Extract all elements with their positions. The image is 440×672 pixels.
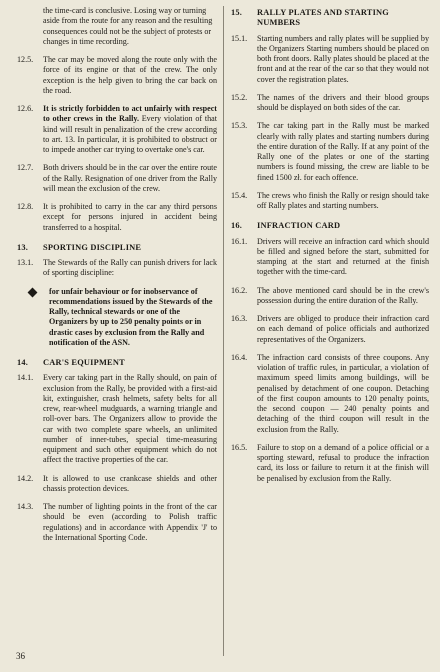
- paragraph-text: It is allowed to use crankcase shields and other chassis protection devices.: [43, 473, 217, 493]
- paragraph-12-8: [17, 202, 217, 233]
- section-heading-14: [17, 358, 217, 368]
- section-number: 16.: [231, 221, 243, 231]
- paragraph-15-4: [231, 191, 429, 212]
- paragraph-number: 16.1.: [231, 236, 248, 246]
- paragraph-number: 12.8.: [17, 202, 34, 211]
- paragraph-number: 13.1.: [17, 258, 34, 267]
- section-title: RALLY PLATES AND STARTING NUMBERS: [257, 8, 389, 28]
- paragraph-number: 15.4.: [231, 190, 248, 200]
- paragraph-12-6: [17, 104, 217, 155]
- paragraph-text: Every car taking part in the Rally should, on pain of exclusion from the Rally, be provided with a first-aid kit, extinguisher, crash helmets, safety belts for all crew, rear-wheel mudguards, a warning triangle and roll-over bars. The Organizers allow to provide the car with two complete spare wheels, an unlimited number of inner-tubes, special time-measuring equipment and such other equipment which do not affect the tractive properties of the car.: [43, 373, 217, 465]
- paragraph-text: Drivers will receive an infraction card which should be filled and signed before the start, submitted for stamping at the start and returned at the finish together with the time-card.: [257, 236, 429, 277]
- paragraph-bold-text: It is strictly forbidden to act unfairly with respect to other crews in the Rally.: [43, 104, 217, 124]
- paragraph-number: 16.5.: [231, 442, 248, 452]
- paragraph-text: The above mentioned card should be in the crew's possession during the entire duration of the Rally.: [257, 285, 429, 305]
- paragraph-text: The car may be moved along the route only with the force of its engine or that of the crew. The only exception is the help given to bring the car back on the road.: [43, 55, 217, 95]
- paragraph-text: Starting numbers and rally plates will be supplied by the Organizers Starting numbers should be placed on both front doors. Rally plates should be placed at the front and at the rear of the car so that they would not cover the registration plates.: [257, 33, 429, 84]
- paragraph-15-1: [231, 34, 429, 85]
- paragraph-text: It is prohibited to carry in the car any third persons except for persons injured in accident being transferred to a hospital.: [43, 202, 217, 232]
- paragraph-12-4-continued: the time-card is conclusive. Losing way or turning aside from the route for any reason and the resulting consequences could not be the subject of protests or changes in time recording.: [43, 6, 213, 46]
- paragraph-number: 15.1.: [231, 33, 248, 43]
- paragraph-number: 16.3.: [231, 314, 248, 323]
- paragraph-number: 14.1.: [17, 373, 34, 383]
- paragraph-16-1: [231, 237, 429, 278]
- paragraph-16-5: [231, 443, 429, 484]
- paragraph-number: 12.7.: [17, 163, 34, 173]
- section-heading-15: [231, 8, 429, 29]
- paragraph-number: 12.6.: [17, 104, 34, 113]
- paragraph-16-2: [231, 286, 429, 307]
- section-heading-13: [17, 243, 217, 253]
- paragraph-14-1: [17, 373, 217, 465]
- section-number: 15.: [231, 8, 243, 17]
- paragraph-number: 15.3.: [231, 121, 248, 131]
- paragraph-number: 14.2.: [17, 473, 34, 483]
- paragraph-text: The infraction card consists of three coupons. Any violation of traffic rules, in particular, a violation of maximum speed limits among buildings, will be penalised by detachment of one coupon. Detaching of the first coupon amounts to 120 penalty points, the second coupon — 240 penalty points and detaching of the third coupon will result in the exclusion from the Rally.: [257, 352, 429, 434]
- paragraph-13-1: [17, 258, 217, 279]
- paragraph-text: The Stewards of the Rally can punish drivers for lack of sporting discipline:: [43, 258, 217, 278]
- paragraph-14-3: [17, 502, 217, 543]
- paragraph-12-5: [17, 55, 217, 96]
- paragraph-12-7: [17, 163, 217, 194]
- page-number: 36: [16, 651, 25, 661]
- paragraph-16-3: [231, 314, 429, 345]
- paragraph-text: The car taking part in the Rally must be marked clearly with rally plates and starting numbers during the entire duration of the Rally. If at any point of the Rally one of the plates or one of the starting numbers is found missing, the crew are liable to be fined 1500 zł. for each offence.: [257, 121, 429, 182]
- paragraph-text: The number of lighting points in the front of the car should be even (according to Polish traffic regulations) and in accordance with Appendix 'J' to the International Sporting Code.: [43, 502, 217, 542]
- paragraph-15-3: [231, 121, 429, 183]
- paragraph-text: Drivers are obliged to produce their infraction card on each demand of police officials and authorized representatives of the Organizers.: [257, 314, 429, 344]
- section-title: CAR'S EQUIPMENT: [43, 358, 125, 367]
- bullet-item: [29, 287, 217, 349]
- paragraph-text: The names of the drivers and their blood groups should be displayed on both sides of the car.: [257, 92, 429, 112]
- column-divider: [223, 6, 224, 656]
- paragraph-text: The crews who finish the Rally or resign should take off Rally plates and starting numbers.: [257, 190, 429, 210]
- section-number: 14.: [17, 358, 29, 367]
- paragraph-number: 16.2.: [231, 285, 248, 295]
- paragraph-16-4: [231, 353, 429, 435]
- paragraph-number: 14.3.: [17, 502, 34, 511]
- paragraph-text: Failure to stop on a demand of a police official or a sporting steward, refusal to produce the infraction card, its loss or failure to return it at the finish will be penalised by exclusion from the Rally.: [257, 442, 429, 483]
- left-column: [17, 6, 217, 551]
- paragraph-14-2: [17, 474, 217, 495]
- paragraph-number: 16.4.: [231, 352, 248, 362]
- paragraph-number: 15.2.: [231, 92, 248, 102]
- diamond-bullet-icon: [28, 287, 38, 297]
- paragraph-text: Both drivers should be in the car over the entire route of the Rally. Resignation of one driver from the Rally will mean the exclusion of the crew.: [43, 163, 217, 193]
- section-number: 13.: [17, 242, 29, 252]
- section-title: SPORTING DISCIPLINE: [43, 242, 142, 252]
- paragraph-15-2: [231, 93, 429, 114]
- section-heading-16: [231, 221, 429, 231]
- paragraph-text: Every violation of that kind will result in penalization of the crew according to art. 13. In particular, it is prohibited to obstruct or to impede another car trying to overtake one's car.: [43, 114, 217, 154]
- section-title: INFRACTION CARD: [257, 221, 341, 231]
- bullet-text: for unfair behaviour or for inobservance of recommendations issued by the Stewards of the Rally, technical stewards or one of the Organizers by up to 250 penalty points or in drastic cases by exclusion from the Rally and notification of the ASN.: [49, 286, 213, 347]
- paragraph-number: 12.5.: [17, 55, 34, 64]
- right-column: [231, 6, 429, 492]
